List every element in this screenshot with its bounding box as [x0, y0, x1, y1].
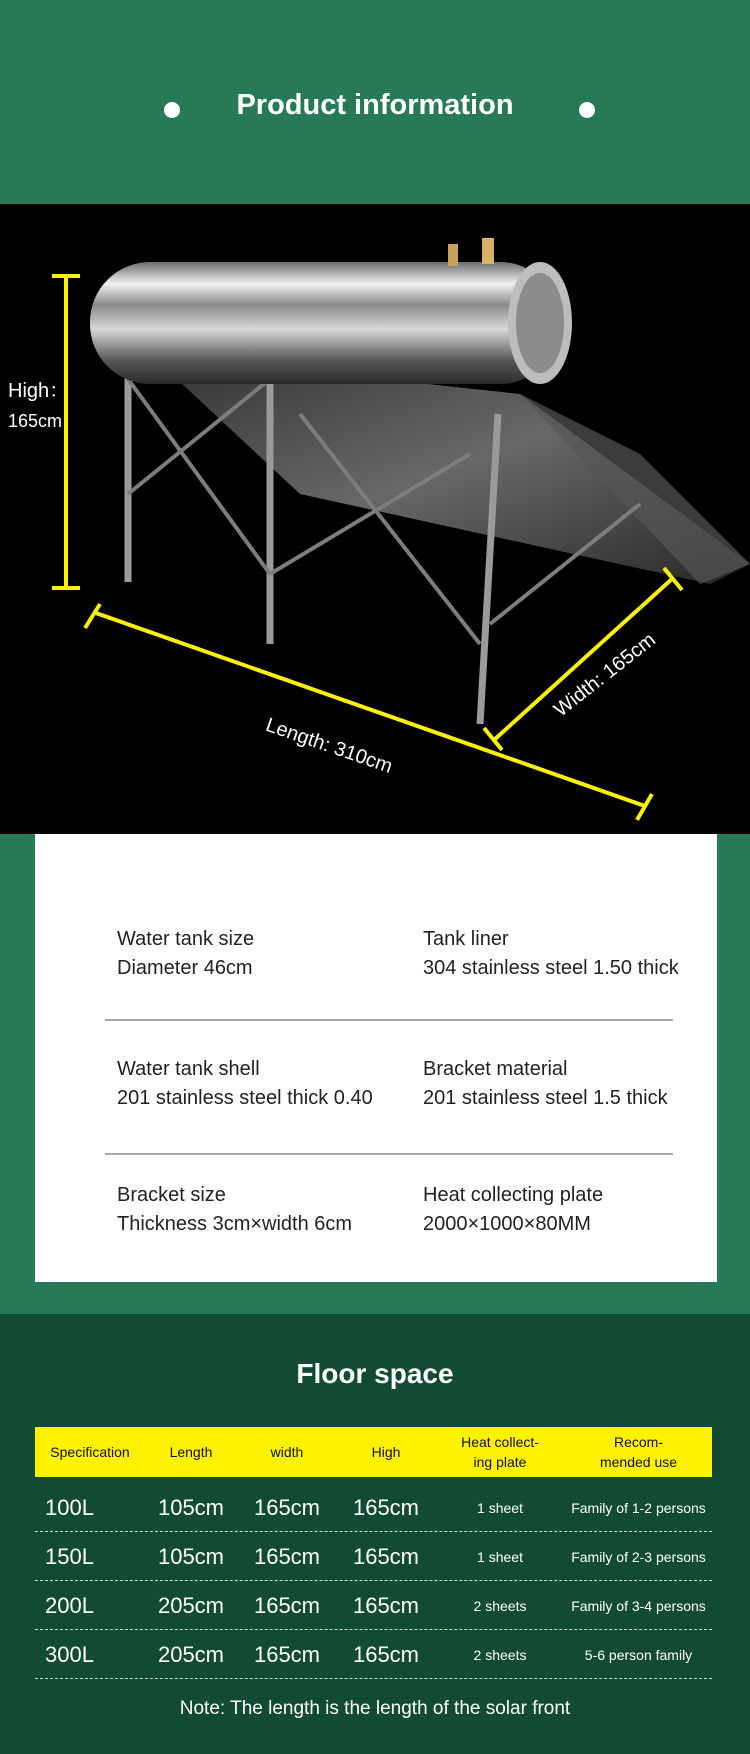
- width-dimension-label: Width: 165cm: [550, 628, 660, 722]
- specifications-card: [35, 834, 717, 1282]
- table-cell: 165cm: [253, 1495, 321, 1520]
- spec-value: 2000×1000×80MM: [423, 1213, 591, 1235]
- table-cell: 165cm: [352, 1544, 420, 1569]
- height-dimension-label: High： 165cm: [8, 380, 70, 431]
- table-cell: 165cm: [253, 1642, 321, 1667]
- table-cell: 200L: [45, 1593, 94, 1618]
- spec-label: Tank liner: [423, 928, 509, 950]
- footnote: Note: The length is the length of the solar front: [179, 1698, 571, 1719]
- column-header: Heat collect- ing plate: [461, 1434, 539, 1470]
- column-header: High: [371, 1444, 401, 1460]
- table-cell: 1 sheet: [477, 1500, 523, 1516]
- spec-label: Heat collecting plate: [423, 1184, 604, 1206]
- table-cell: 150L: [45, 1544, 94, 1569]
- table-cell: 300L: [45, 1642, 94, 1667]
- table-cell: 105cm: [157, 1495, 225, 1520]
- spec-label: Bracket material: [423, 1058, 568, 1080]
- spec-value: Diameter 46cm: [117, 957, 253, 979]
- spec-item: [423, 925, 723, 983]
- spec-item: [117, 1055, 417, 1113]
- column-header: Recom- mended use: [599, 1434, 678, 1470]
- table-cell: 1 sheet: [477, 1549, 523, 1565]
- page-header: [0, 0, 750, 204]
- spec-item: [423, 1055, 723, 1113]
- spec-item: [423, 1181, 723, 1239]
- length-dimension-label: Length: 310cm: [262, 714, 396, 778]
- spec-value: 304 stainless steel 1.50 thick: [423, 957, 679, 979]
- table-cell: 165cm: [352, 1495, 420, 1520]
- page-title: Product information: [236, 89, 514, 121]
- table-cell: Family of 2-3 persons: [571, 1549, 706, 1565]
- spec-value: Thickness 3cm×width 6cm: [117, 1213, 353, 1235]
- table-header: [35, 1427, 712, 1477]
- product-photo: [0, 204, 750, 834]
- spec-divider: [105, 1019, 673, 1021]
- table-cell: 165cm: [253, 1544, 321, 1569]
- table-row: [35, 1533, 712, 1581]
- table-cell: 165cm: [352, 1593, 420, 1618]
- table-row: [35, 1631, 712, 1679]
- table-cell: 2 sheets: [473, 1598, 527, 1614]
- column-header: Length: [169, 1444, 213, 1460]
- table-cell: 205cm: [157, 1593, 225, 1618]
- floor-space-section: [0, 1314, 750, 1754]
- spec-value: 201 stainless steel 1.5 thick: [423, 1087, 668, 1109]
- table-cell: 100L: [45, 1495, 94, 1520]
- solar-water-heater-illustration: [0, 204, 750, 834]
- spec-label: Bracket size: [117, 1184, 226, 1206]
- column-header: width: [270, 1444, 304, 1460]
- section-title: Floor space: [296, 1358, 454, 1389]
- column-header: Specification: [50, 1444, 130, 1460]
- table-row: [35, 1484, 712, 1532]
- bullet-dot-icon: [579, 102, 595, 118]
- spec-label: Water tank size: [117, 928, 255, 950]
- table-cell: Family of 1-2 persons: [571, 1500, 706, 1516]
- spec-label: Water tank shell: [117, 1058, 260, 1080]
- table-cell: 2 sheets: [473, 1647, 527, 1663]
- table-cell: 105cm: [157, 1544, 225, 1569]
- table-cell: 205cm: [157, 1642, 225, 1667]
- spec-item: [117, 925, 417, 983]
- table-cell: Family of 3-4 persons: [571, 1598, 706, 1614]
- table-row: [35, 1582, 712, 1630]
- spec-value: 201 stainless steel thick 0.40: [117, 1087, 373, 1109]
- spec-divider: [105, 1153, 673, 1155]
- table-cell: 165cm: [253, 1593, 321, 1618]
- spec-item: [117, 1181, 417, 1239]
- table-cell: 5-6 person family: [584, 1647, 693, 1663]
- table-cell: 165cm: [352, 1642, 420, 1667]
